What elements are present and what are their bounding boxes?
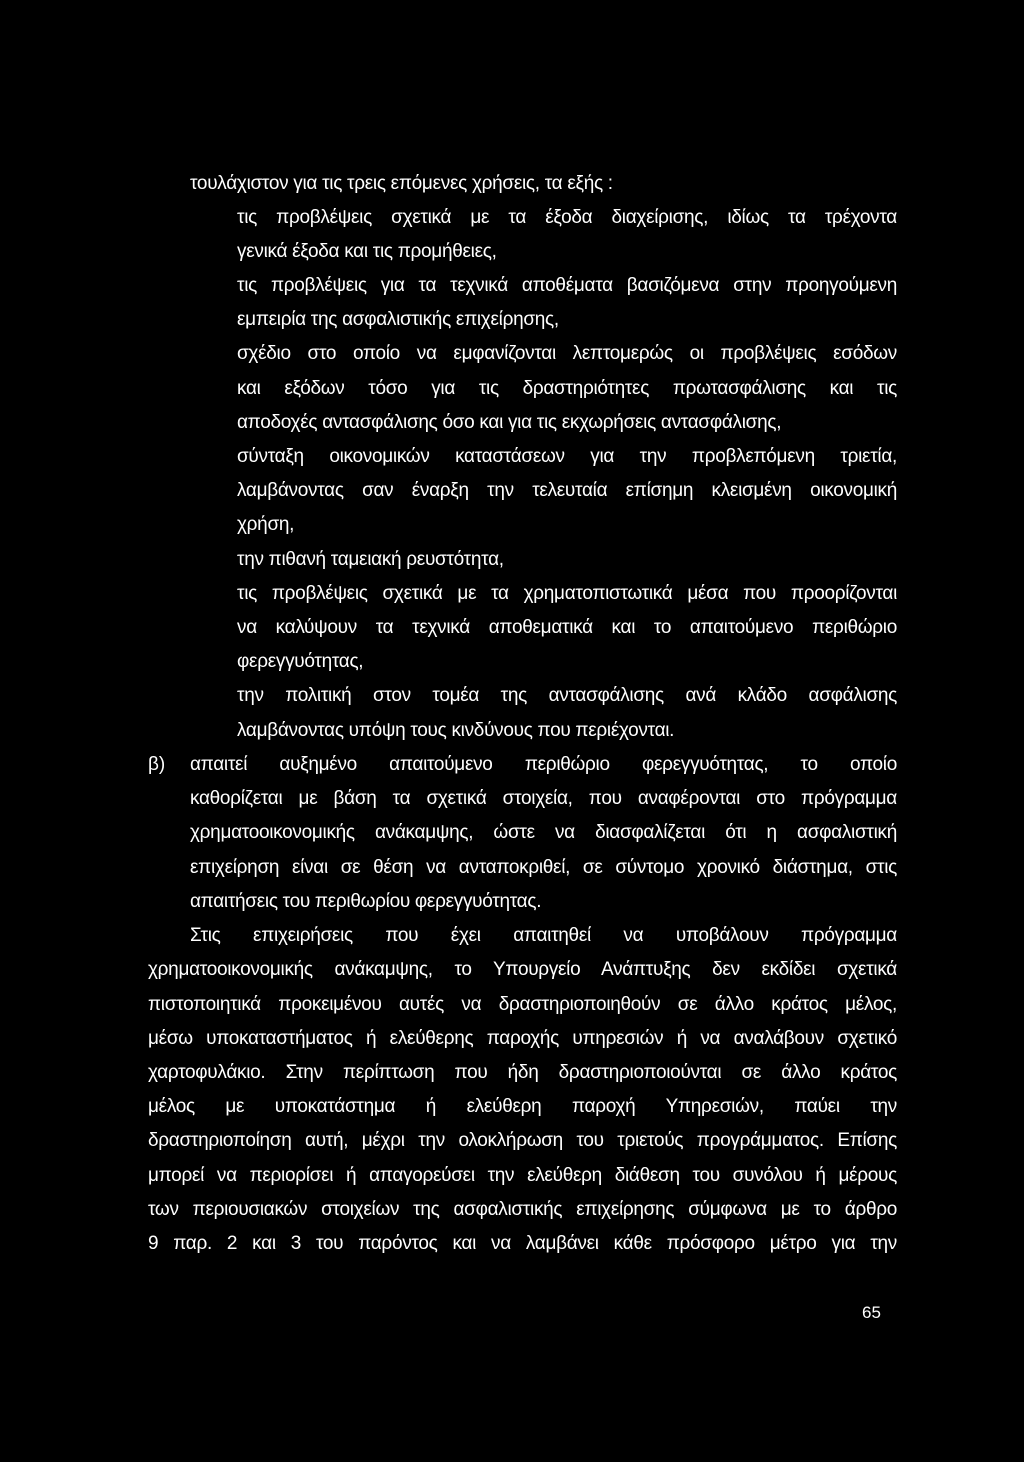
intro-line: τουλάχιστον για τις τρεις επόμενες χρήσεις, τα εξής : [190, 173, 613, 194]
list-line: τις προβλέψεις σχετικά με τα έξοδα διαχείρισης, ιδίως τα τρέχοντα [237, 207, 897, 228]
list-line: λαμβάνοντας σαν έναρξη την τελευταία επίσημη κλεισμένη οικονομική [237, 480, 897, 501]
beta-line: επιχείρηση είναι σε θέση να ανταποκριθεί, σε σύντομο χρονικό διάστημα, στις [190, 857, 897, 878]
paragraph-line: μέσω υποκαταστήματος ή ελεύθερης παροχής υπηρεσιών ή να αναλάβουν σχετικό [148, 1028, 897, 1049]
list-line: χρήση, [237, 514, 295, 535]
paragraph-line: 9 παρ. 2 και 3 του παρόντος και να λαμβάνει κάθε πρόσφορο μέτρο για την [148, 1233, 897, 1254]
beta-line: χρηματοοικονομικής ανάκαμψης, ώστε να διασφαλίζεται ότι η ασφαλιστική [190, 822, 897, 843]
paragraph-line: χρηματοοικονομικής ανάκαμψης, το Υπουργείο Ανάπτυξης δεν εκδίδει σχετικά [148, 959, 897, 980]
list-line: φερεγγυότητας, [237, 651, 364, 672]
beta-line: καθορίζεται με βάση τα σχετικά στοιχεία, που αναφέρονται στο πρόγραμμα [190, 788, 897, 809]
list-line: λαμβάνοντας υπόψη τους κινδύνους που περιέχονται. [237, 720, 675, 741]
list-line: σχέδιο στο οποίο να εμφανίζονται λεπτομερώς οι προβλέψεις εσόδων [237, 343, 897, 364]
list-line: τις προβλέψεις για τα τεχνικά αποθέματα βασιζόμενα στην προηγούμενη [237, 275, 897, 296]
list-line: αποδοχές αντασφάλισης όσο και για τις εκχωρήσεις αντασφάλισης, [237, 412, 782, 433]
list-line: την πιθανή ταμειακή ρευστότητα, [237, 549, 504, 570]
beta-line: απαιτεί αυξημένο απαιτούμενο περιθώριο φερεγγυότητας, το οποίο [190, 754, 897, 775]
list-line: την πολιτική στον τομέα της αντασφάλισης ανά κλάδο ασφάλισης [237, 685, 897, 706]
beta-line: απαιτήσεις του περιθωρίου φερεγγυότητας. [190, 891, 542, 912]
list-line: γενικά έξοδα και τις προμήθειες, [237, 241, 497, 262]
paragraph-line: μπορεί να περιορίσει ή απαγορεύσει την ελεύθερη διάθεση του συνόλου ή μέρους [148, 1165, 897, 1186]
list-line: σύνταξη οικονομικών καταστάσεων για την προβλεπόμενη τριετία, [237, 446, 897, 467]
paragraph-line: μέλος με υποκατάστημα ή ελεύθερη παροχή Υπηρεσιών, παύει την [148, 1096, 897, 1117]
page-number: 65 [862, 1303, 881, 1322]
list-line: και εξόδων τόσο για τις δραστηριότητες πρωτασφάλισης και τις [237, 378, 897, 399]
paragraph-line: πιστοποιητικά προκειμένου αυτές να δραστηριοποιηθούν σε άλλο κράτος μέλος, [148, 994, 897, 1015]
paragraph-line: χαρτοφυλάκιο. Στην περίπτωση που ήδη δραστηριοποιούνται σε άλλο κράτος [148, 1062, 897, 1083]
paragraph-line: των περιουσιακών στοιχείων της ασφαλιστικής επιχείρησης σύμφωνα με το άρθρο [148, 1199, 897, 1220]
list-line: τις προβλέψεις σχετικά με τα χρηματοπιστωτικά μέσα που προορίζονται [237, 583, 897, 604]
paragraph-line: Στις επιχειρήσεις που έχει απαιτηθεί να υποβάλουν πρόγραμμα [190, 925, 897, 946]
beta-marker: β) [148, 754, 166, 775]
list-line: να καλύψουν τα τεχνικά αποθεματικά και το απαιτούμενο περιθώριο [237, 617, 897, 638]
list-line: εμπειρία της ασφαλιστικής επιχείρησης, [237, 309, 559, 330]
paragraph-line: δραστηριοποίηση αυτή, μέχρι την ολοκλήρωση του τριετούς προγράμματος. Επίσης [148, 1130, 897, 1151]
